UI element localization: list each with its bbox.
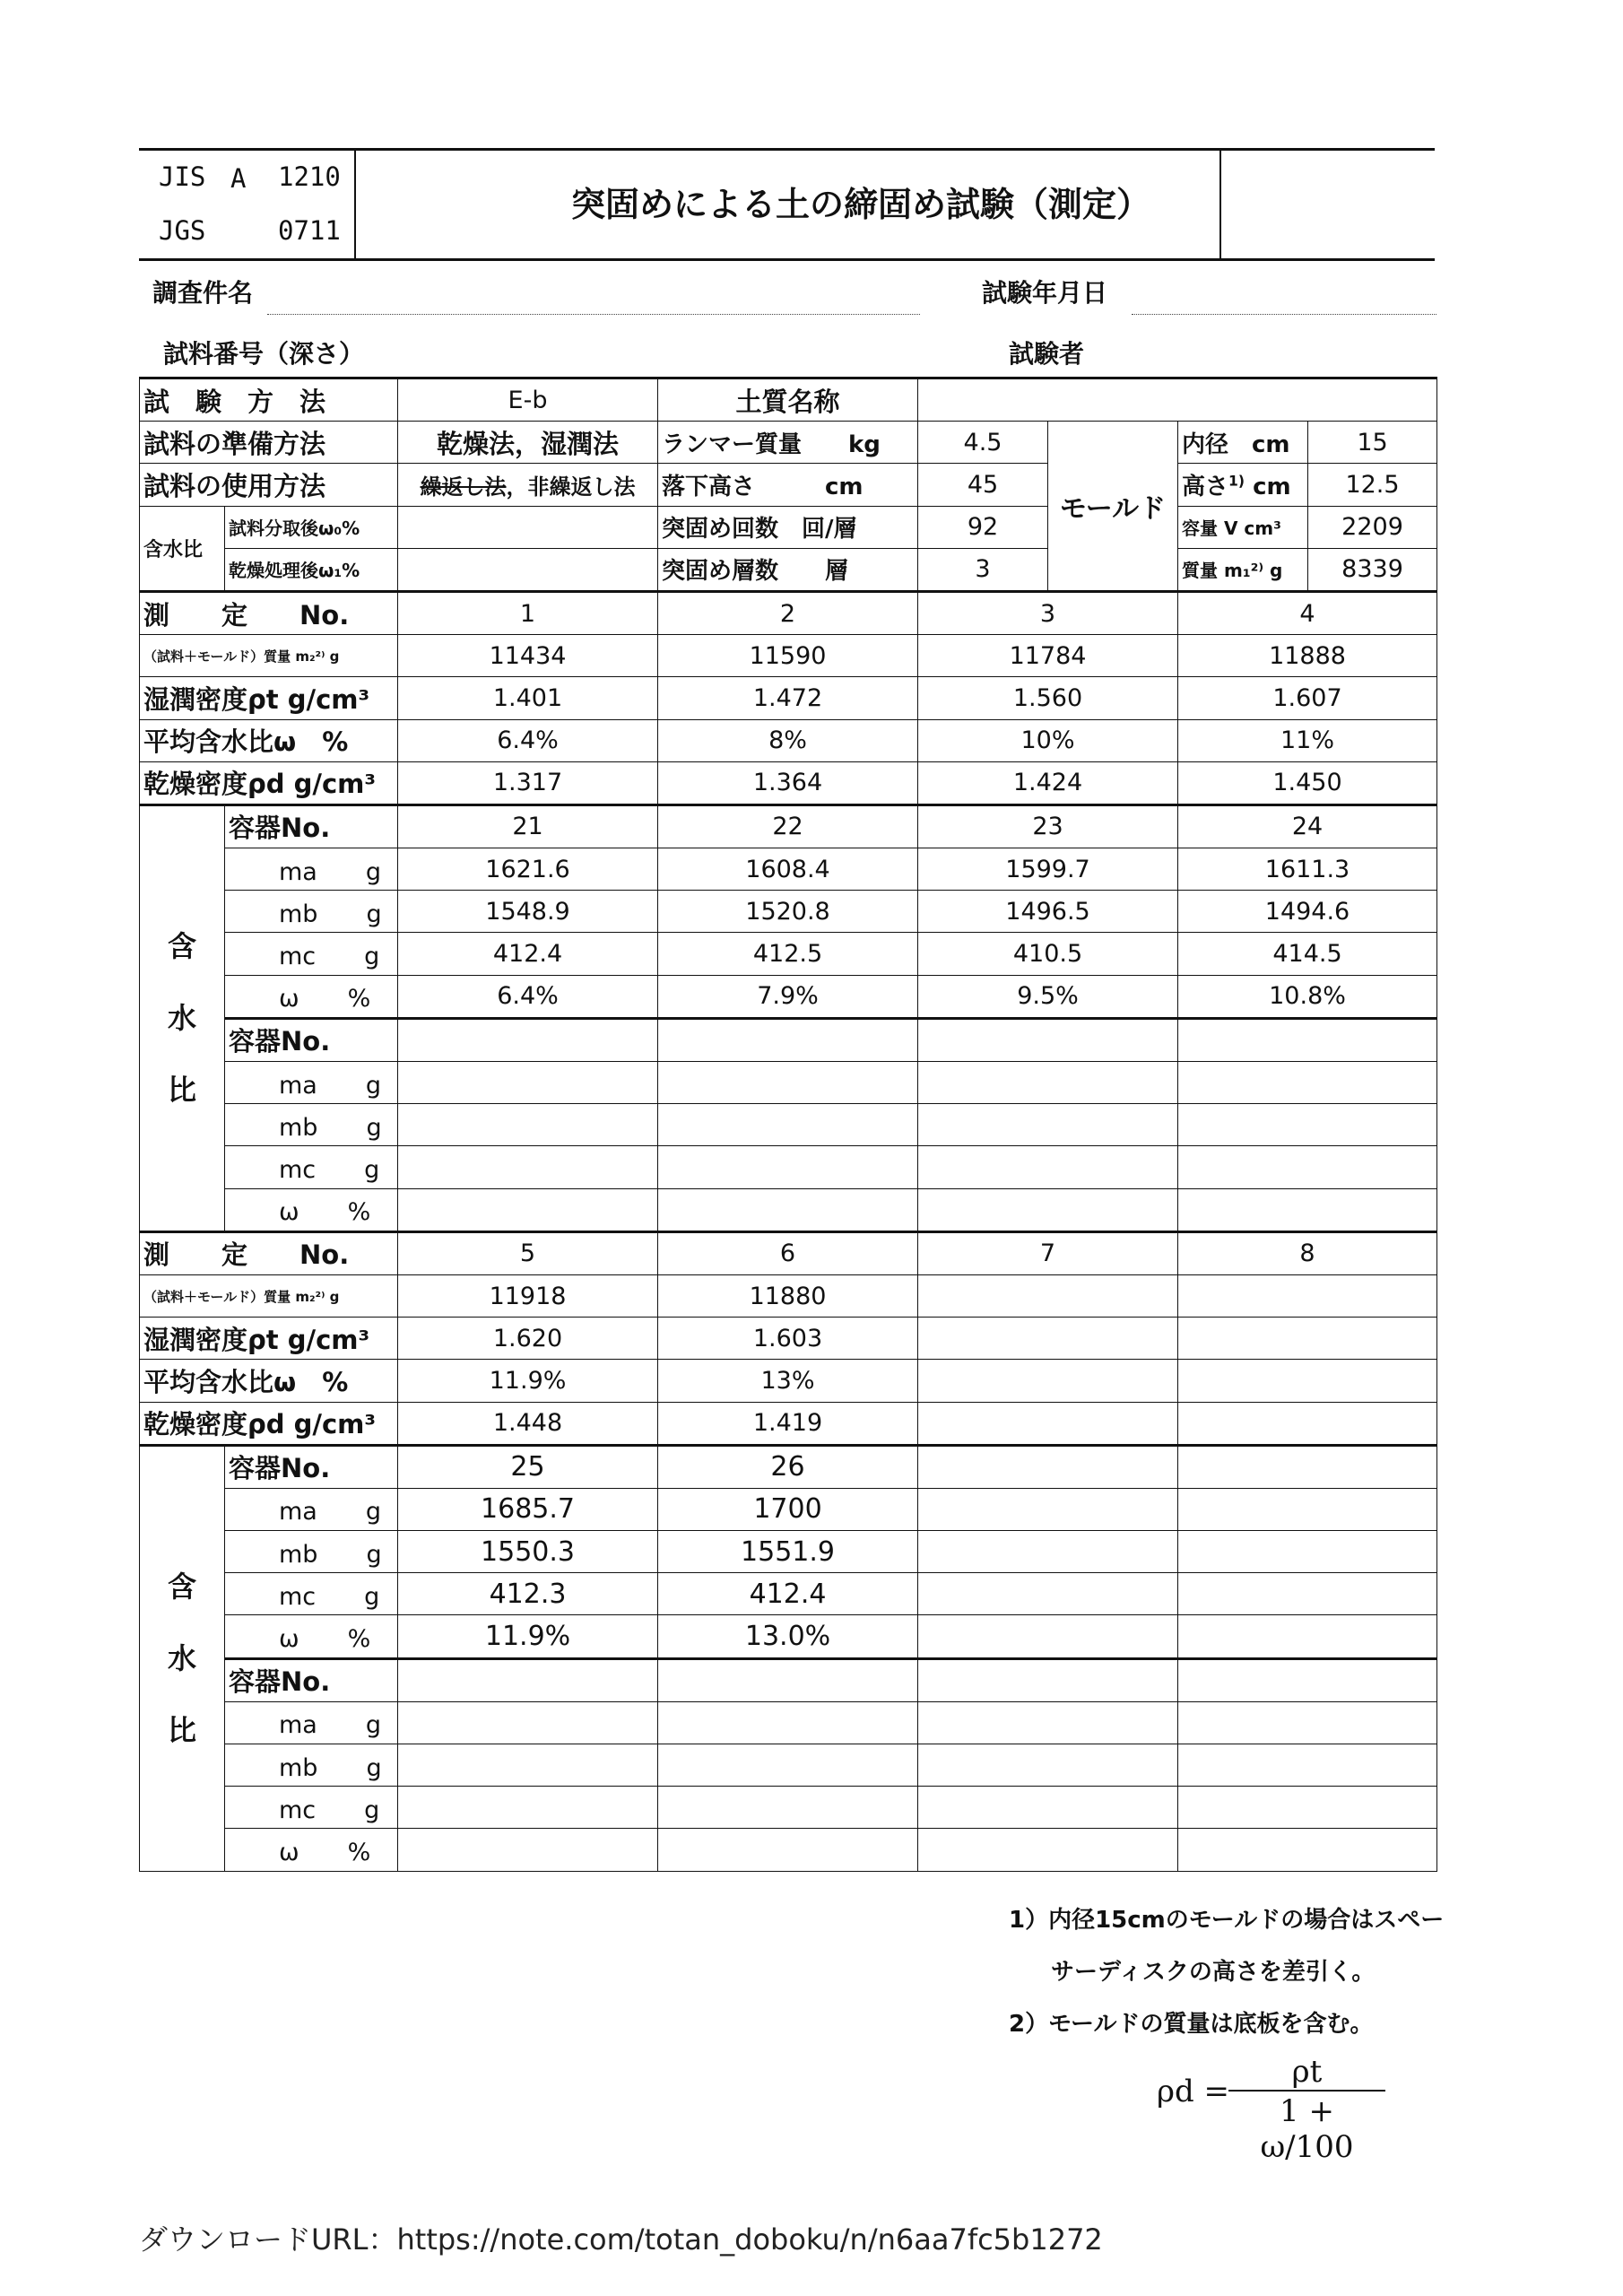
container-no-cell[interactable]: 25	[398, 1445, 658, 1488]
formula-denominator: 1 + ω/100	[1260, 2093, 1354, 2165]
test-method-value[interactable]: E-b	[398, 378, 658, 422]
container-no-cell[interactable]	[918, 1018, 1178, 1061]
container-no-cell[interactable]: 23	[918, 804, 1178, 848]
dry-density-cell[interactable]: 1.364	[658, 761, 918, 804]
mc-cell[interactable]: 414.5	[1178, 933, 1437, 975]
ma-label: ma g	[225, 848, 398, 891]
ma-cell[interactable]: 1621.6	[398, 848, 658, 891]
mc-label: mc g	[225, 1787, 398, 1829]
mb-cell[interactable]: 1551.9	[658, 1531, 918, 1573]
formula-fraction-bar	[1228, 2090, 1385, 2092]
ma-label: ma g	[225, 1062, 398, 1104]
soil-name-label: 土質名称	[658, 378, 918, 422]
test-date-label: 試験年月日	[982, 278, 1108, 308]
drop-height-label: 落下高さ cm	[658, 464, 918, 506]
mb-cell[interactable]	[658, 1744, 918, 1787]
measurement-no-label: 測 定 No.	[140, 1231, 398, 1274]
header-divider	[354, 151, 356, 258]
total-mass-cell[interactable]: 11590	[658, 635, 918, 677]
w-cell[interactable]: 6.4%	[398, 975, 658, 1018]
std-jgs-number: 0711	[278, 215, 341, 246]
mc-cell[interactable]	[1178, 1146, 1437, 1188]
std-jis-number: 1210	[278, 161, 341, 192]
drop-height-value[interactable]: 45	[918, 464, 1048, 506]
wet-density-cell[interactable]: 1.620	[398, 1318, 658, 1360]
ma-cell[interactable]	[918, 1488, 1178, 1530]
mb-cell[interactable]	[1178, 1531, 1437, 1573]
container-no-label: 容器No.	[225, 804, 398, 848]
mb-label: mb g	[225, 1744, 398, 1787]
w-cell[interactable]	[398, 1829, 658, 1871]
dry-density-cell[interactable]: 1.424	[918, 761, 1178, 804]
mb-label: mb g	[225, 1531, 398, 1573]
dry-density-cell[interactable]	[1178, 1402, 1437, 1445]
wet-density-cell[interactable]: 1.472	[658, 677, 918, 719]
container-no-cell[interactable]	[1178, 1018, 1437, 1061]
w-cell[interactable]: 7.9%	[658, 975, 918, 1018]
ma-cell[interactable]	[398, 1062, 658, 1104]
mc-label: mc g	[225, 1573, 398, 1615]
wet-density-cell[interactable]: 1.607	[1178, 677, 1437, 719]
ma-cell[interactable]	[1178, 1062, 1437, 1104]
ma-cell[interactable]	[398, 1701, 658, 1744]
mb-cell[interactable]	[398, 1104, 658, 1146]
prep-method-value[interactable]: 乾燥法，湿潤法	[398, 422, 658, 464]
wet-density-cell[interactable]: 1.401	[398, 677, 658, 719]
container-no-label: 容器No.	[225, 1658, 398, 1701]
w-label: ω %	[225, 975, 398, 1018]
avg-water-content-cell[interactable]	[1178, 1360, 1437, 1402]
mb-cell[interactable]: 1548.9	[398, 891, 658, 933]
mc-cell[interactable]: 410.5	[918, 933, 1178, 975]
container-no-cell[interactable]	[658, 1018, 918, 1061]
mb-cell[interactable]: 1496.5	[918, 891, 1178, 933]
ma-cell[interactable]	[1178, 1701, 1437, 1744]
mc-cell[interactable]	[918, 1787, 1178, 1829]
mold-mass-label: 質量 m₁²⁾ g	[1178, 548, 1308, 591]
water-content-label: 含水比	[140, 506, 225, 591]
mc-cell[interactable]	[658, 1787, 918, 1829]
test-date-field[interactable]	[1132, 314, 1436, 315]
wc-after-sampling-value[interactable]	[398, 506, 658, 548]
dry-density-label: 乾燥密度ρd g/cm³	[140, 761, 398, 804]
container-no-cell[interactable]: 21	[398, 804, 658, 848]
wc-after-drying-value[interactable]	[398, 548, 658, 591]
container-no-cell[interactable]	[658, 1658, 918, 1701]
inner-diameter-label: 内径 cm	[1178, 422, 1308, 464]
avg-water-content-cell[interactable]: 6.4%	[398, 719, 658, 761]
mold-label: モールド	[1048, 422, 1178, 592]
container-no-cell[interactable]: 22	[658, 804, 918, 848]
mb-cell[interactable]	[918, 1531, 1178, 1573]
mold-height-unit: cm	[1253, 473, 1291, 500]
mc-cell[interactable]	[658, 1146, 918, 1188]
mc-cell[interactable]	[398, 1787, 658, 1829]
mb-label: mb g	[225, 891, 398, 933]
avg-water-content-label: 平均含水比ω %	[140, 1360, 398, 1402]
measurement-no: 5	[398, 1231, 658, 1274]
ma-cell[interactable]	[658, 1062, 918, 1104]
container-no-cell[interactable]	[1178, 1658, 1437, 1701]
mold-height-label: 高さ$^{1)}$ cm	[1178, 464, 1308, 506]
wc-after-drying-label: 乾燥処理後ω₁%	[225, 548, 398, 591]
rammer-mass-label: ランマー質量 kg	[658, 422, 918, 464]
w-label: ω %	[225, 1615, 398, 1658]
total-mass-label: （試料＋モールド）質量 m₂²⁾ g	[140, 1274, 398, 1317]
survey-name-label: 調査件名	[152, 278, 254, 308]
avg-water-content-cell[interactable]: 11%	[1178, 719, 1437, 761]
std-jgs: JGS	[159, 215, 206, 246]
inner-diameter-value[interactable]: 15	[1308, 422, 1437, 464]
w-cell[interactable]	[1178, 1829, 1437, 1871]
wc-after-sampling-label: 試料分取後ω₀%	[225, 506, 398, 548]
wet-density-cell[interactable]: 1.603	[658, 1318, 918, 1360]
mc-cell[interactable]	[1178, 1787, 1437, 1829]
measurement-no: 4	[1178, 591, 1437, 634]
total-mass-cell[interactable]: 11434	[398, 635, 658, 677]
avg-water-content-cell[interactable]	[918, 1360, 1178, 1402]
mc-cell[interactable]	[918, 1573, 1178, 1615]
formula-numerator: ρt	[1291, 2054, 1323, 2090]
mc-cell[interactable]	[918, 1146, 1178, 1188]
test-method-label: 試 験 方 法	[140, 378, 398, 422]
mc-cell[interactable]	[1178, 1573, 1437, 1615]
ma-cell[interactable]	[918, 1701, 1178, 1744]
mc-cell[interactable]: 412.3	[398, 1573, 658, 1615]
mold-volume-label: 容量 V cm³	[1178, 506, 1308, 548]
total-mass-cell[interactable]: 11880	[658, 1274, 918, 1317]
blows-label: 突固め回数 回/層	[658, 506, 918, 548]
mold-volume-value[interactable]: 2209	[1308, 506, 1437, 548]
tester-label: 試験者	[1009, 339, 1085, 369]
wet-density-label: 湿潤密度ρt g/cm³	[140, 677, 398, 719]
mold-height-value[interactable]: 12.5	[1308, 464, 1437, 506]
container-no-cell[interactable]: 24	[1178, 804, 1437, 848]
formula-lhs: ρd =	[1157, 2074, 1230, 2109]
measurement-no: 1	[398, 591, 658, 634]
soil-name-value[interactable]	[918, 378, 1437, 422]
measurement-no: 2	[658, 591, 918, 634]
w-cell[interactable]	[1178, 1615, 1437, 1658]
measurement-no: 7	[918, 1231, 1178, 1274]
ma-cell[interactable]	[658, 1701, 918, 1744]
container-no-cell[interactable]	[918, 1445, 1178, 1488]
ma-cell[interactable]: 1700	[658, 1488, 918, 1530]
blows-value[interactable]: 92	[918, 506, 1048, 548]
ma-cell[interactable]: 1599.7	[918, 848, 1178, 891]
footnote-1-line1: 1）内径15cmのモールドの場合はスペー	[1009, 1907, 1445, 1934]
wet-density-cell[interactable]	[1178, 1318, 1437, 1360]
total-mass-cell[interactable]: 11784	[918, 635, 1178, 677]
mold-height-text: 高さ	[1182, 473, 1229, 500]
w-cell[interactable]	[658, 1829, 918, 1871]
total-mass-cell[interactable]	[918, 1274, 1178, 1317]
ma-label: ma g	[225, 1488, 398, 1530]
w-label: ω %	[225, 1829, 398, 1871]
container-no-cell[interactable]	[398, 1658, 658, 1701]
mc-label: mc g	[225, 933, 398, 975]
avg-water-content-cell[interactable]: 10%	[918, 719, 1178, 761]
dry-density-cell[interactable]	[918, 1402, 1178, 1445]
dry-density-cell[interactable]: 1.448	[398, 1402, 658, 1445]
mc-cell[interactable]: 412.4	[658, 1573, 918, 1615]
container-no-label: 容器No.	[225, 1445, 398, 1488]
total-mass-label: （試料＋モールド）質量 m₂²⁾ g	[140, 635, 398, 677]
total-mass-cell[interactable]: 11888	[1178, 635, 1437, 677]
avg-water-content-cell[interactable]: 11.9%	[398, 1360, 658, 1402]
w-cell[interactable]	[1178, 1188, 1437, 1231]
total-mass-cell[interactable]: 11918	[398, 1274, 658, 1317]
dry-density-cell[interactable]: 1.317	[398, 761, 658, 804]
prep-method-label: 試料の準備方法	[140, 422, 398, 464]
container-no-cell[interactable]	[918, 1658, 1178, 1701]
ma-cell[interactable]: 1685.7	[398, 1488, 658, 1530]
mb-cell[interactable]	[658, 1104, 918, 1146]
dry-density-cell[interactable]: 1.450	[1178, 761, 1437, 804]
mc-cell[interactable]: 412.5	[658, 933, 918, 975]
use-method-value[interactable]	[398, 464, 658, 506]
compaction-test-table	[139, 377, 1437, 1872]
container-no-cell[interactable]	[398, 1018, 658, 1061]
w-cell[interactable]	[918, 1615, 1178, 1658]
mold-mass-value[interactable]: 8339	[1308, 548, 1437, 591]
document-title: 突固めによる土の締固め試験（測定）	[570, 185, 1150, 224]
dry-density-cell[interactable]: 1.419	[658, 1402, 918, 1445]
survey-name-field[interactable]	[267, 314, 920, 315]
mb-cell[interactable]	[1178, 1744, 1437, 1787]
ma-cell[interactable]	[1178, 1488, 1437, 1530]
download-url[interactable]: ダウンロードURL：https://note.com/totan_doboku/n/n6aa7fc5b1272	[139, 2222, 1103, 2257]
use-method-struck: 繰返し法	[420, 474, 507, 500]
total-mass-cell[interactable]	[1178, 1274, 1437, 1317]
w-cell[interactable]: 11.9%	[398, 1615, 658, 1658]
mb-cell[interactable]: 1550.3	[398, 1531, 658, 1573]
w-cell[interactable]	[658, 1188, 918, 1231]
avg-water-content-cell[interactable]: 8%	[658, 719, 918, 761]
wet-density-label: 湿潤密度ρt g/cm³	[140, 1318, 398, 1360]
ma-cell[interactable]	[918, 1062, 1178, 1104]
avg-water-content-cell[interactable]: 13%	[658, 1360, 918, 1402]
w-label: ω %	[225, 1188, 398, 1231]
sample-no-label: 試料番号（深さ）	[163, 339, 365, 369]
mb-cell[interactable]	[398, 1744, 658, 1787]
mc-cell[interactable]: 412.4	[398, 933, 658, 975]
use-method-label: 試料の使用方法	[140, 464, 398, 506]
w-cell[interactable]	[398, 1188, 658, 1231]
ma-cell[interactable]: 1611.3	[1178, 848, 1437, 891]
dry-density-label: 乾燥密度ρd g/cm³	[140, 1402, 398, 1445]
ma-label: ma g	[225, 1701, 398, 1744]
w-cell[interactable]: 13.0%	[658, 1615, 918, 1658]
use-method-rest: ，非繰返し法	[506, 474, 636, 500]
water-content-side-label: 含 水 比	[140, 1445, 225, 1871]
wet-density-cell[interactable]: 1.560	[918, 677, 1178, 719]
layers-value[interactable]: 3	[918, 548, 1048, 591]
wet-density-cell[interactable]	[918, 1318, 1178, 1360]
std-jis: JIS	[159, 161, 206, 192]
mb-cell[interactable]	[918, 1104, 1178, 1146]
avg-water-content-label: 平均含水比ω %	[140, 719, 398, 761]
footnote-1-line2: サーディスクの高さを差引く。	[1051, 1959, 1376, 1986]
mc-label: mc g	[225, 1146, 398, 1188]
mb-cell[interactable]: 1520.8	[658, 891, 918, 933]
container-no-label: 容器No.	[225, 1018, 398, 1061]
header-block	[139, 148, 1435, 261]
mb-cell[interactable]	[918, 1744, 1178, 1787]
measurement-no: 6	[658, 1231, 918, 1274]
rammer-mass-value[interactable]: 4.5	[918, 422, 1048, 464]
w-cell[interactable]: 9.5%	[918, 975, 1178, 1018]
container-no-cell[interactable]: 26	[658, 1445, 918, 1488]
mb-label: mb g	[225, 1104, 398, 1146]
measurement-no: 3	[918, 591, 1178, 634]
footnote-2: 2）モールドの質量は底板を含む。	[1009, 2011, 1374, 2038]
measurement-no-label: 測 定 No.	[140, 591, 398, 634]
w-cell[interactable]: 10.8%	[1178, 975, 1437, 1018]
water-content-side-label: 含 水 比	[140, 804, 225, 1231]
w-cell[interactable]	[918, 1829, 1178, 1871]
w-cell[interactable]	[918, 1188, 1178, 1231]
measurement-no: 8	[1178, 1231, 1437, 1274]
layers-label: 突固め層数 層	[658, 548, 918, 591]
dry-density-formula	[1157, 2054, 1390, 2165]
mb-cell[interactable]	[1178, 1104, 1437, 1146]
ma-cell[interactable]: 1608.4	[658, 848, 918, 891]
mb-cell[interactable]: 1494.6	[1178, 891, 1437, 933]
mc-cell[interactable]	[398, 1146, 658, 1188]
container-no-cell[interactable]	[1178, 1445, 1437, 1488]
std-jis-a: A	[230, 163, 247, 194]
